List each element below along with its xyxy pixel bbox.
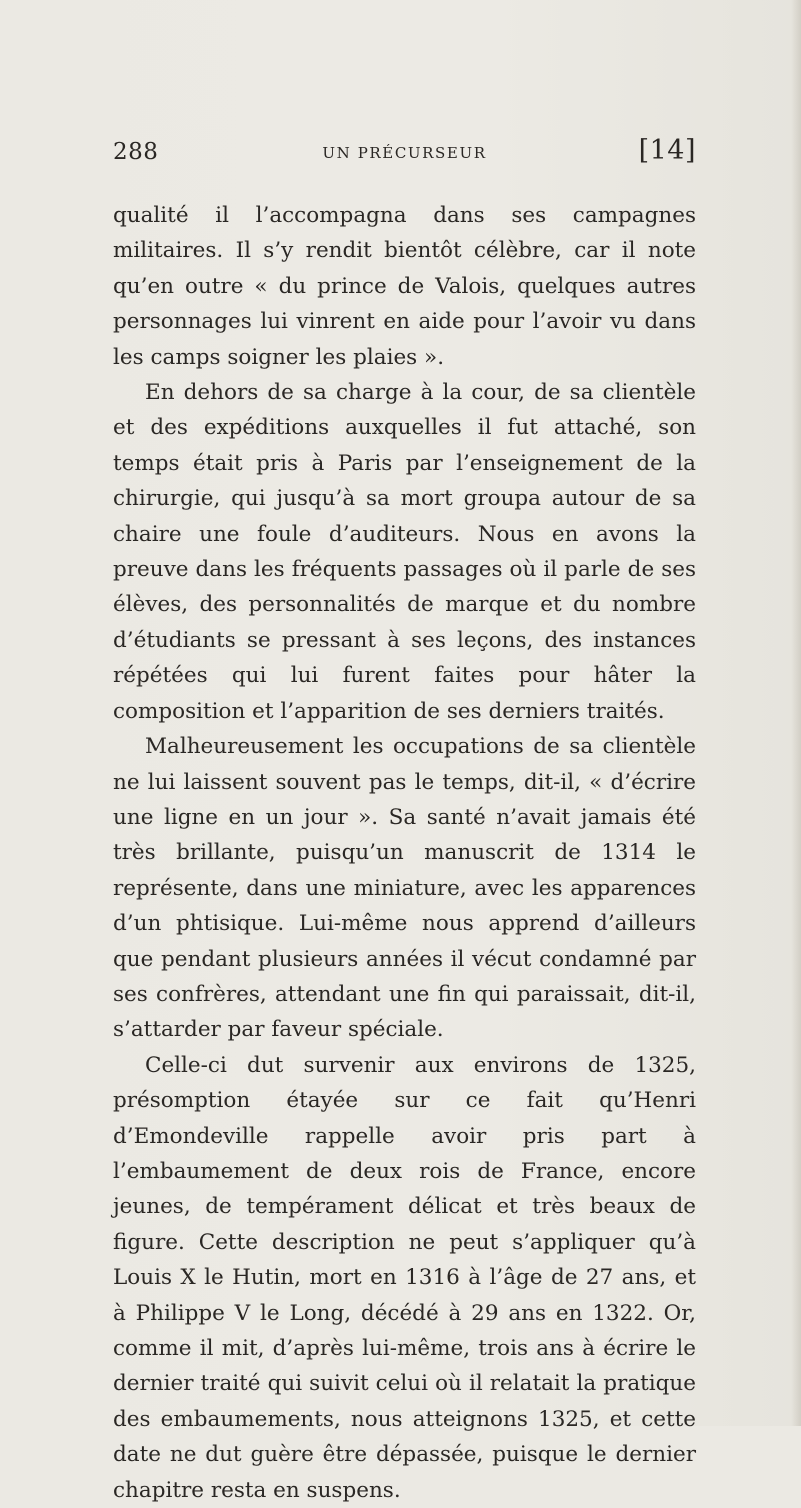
page-header [113, 133, 696, 173]
body-text [113, 198, 696, 1508]
paragraph-1: qualité il l’accompagna dans ses campagnes militaires. Il s’y rendit bientôt célèbre, car il note qu’en outre « du prince de Valois, quelques autres personnages lui vinrent en aide pour l’avoir vu dans les camps soigner les plaies ». [113, 203, 696, 370]
chapter-marker: [14] [638, 135, 696, 166]
running-title: UN PRÉCURSEUR [322, 144, 487, 162]
paragraph-3: Malheureusement les occupations de sa clientèle ne lui laissent souvent pas le temps, dit-il, « d’écrire une ligne en un jour ». Sa santé n’avait jamais été très brillante, puisqu’un manuscrit de 1314 le représente, dans une miniature, avec les apparences d’un phtisique. Lui-même nous apprend d’ailleurs que pendant plusieurs années il vécut condamné par ses confrères, attendant une fin qui paraissait, dit-il, s’attarder par faveur spéciale. [113, 734, 696, 1043]
page-edge-shadow [791, 0, 801, 1426]
page-number: 288 [113, 139, 159, 165]
paragraph-4: Celle-ci dut survenir aux environs de 1325, présomption étayée sur ce fait qu’Henri d’Emondeville rappelle avoir pris part à l’embaumement de deux rois de France, encore jeunes, de tempérament délicat et très beaux de figure. Cette description ne peut s’appliquer qu’à Louis X le Hutin, mort en 1316 à l’âge de 27 ans, et à Philippe V le Long, décédé à 29 ans en 1322. Or, comme il mit, d’après lui-même, trois ans à écrire le dernier traité qui suivit celui où il relatait la pratique des embaumements, nous atteignons 1325, et cette date ne dut guère être dépassée, puisque le dernier chapitre resta en suspens. [113, 1052, 696, 1503]
paragraph-2: En dehors de sa charge à la cour, de sa clientèle et des expéditions auxquelles il fut attaché, son temps était pris à Paris par l’enseignement de la chirurgie, qui jusqu’à sa mort groupa autour de sa chaire une foule d’auditeurs. Nous en avons la preuve dans les fréquents passages où il parle de ses élèves, des personnalités de marque et du nombre d’étudiants se pressant à ses leçons, des instances répétées qui lui furent faites pour hâter la composition et l’apparition de ses derniers traités. [113, 380, 696, 724]
